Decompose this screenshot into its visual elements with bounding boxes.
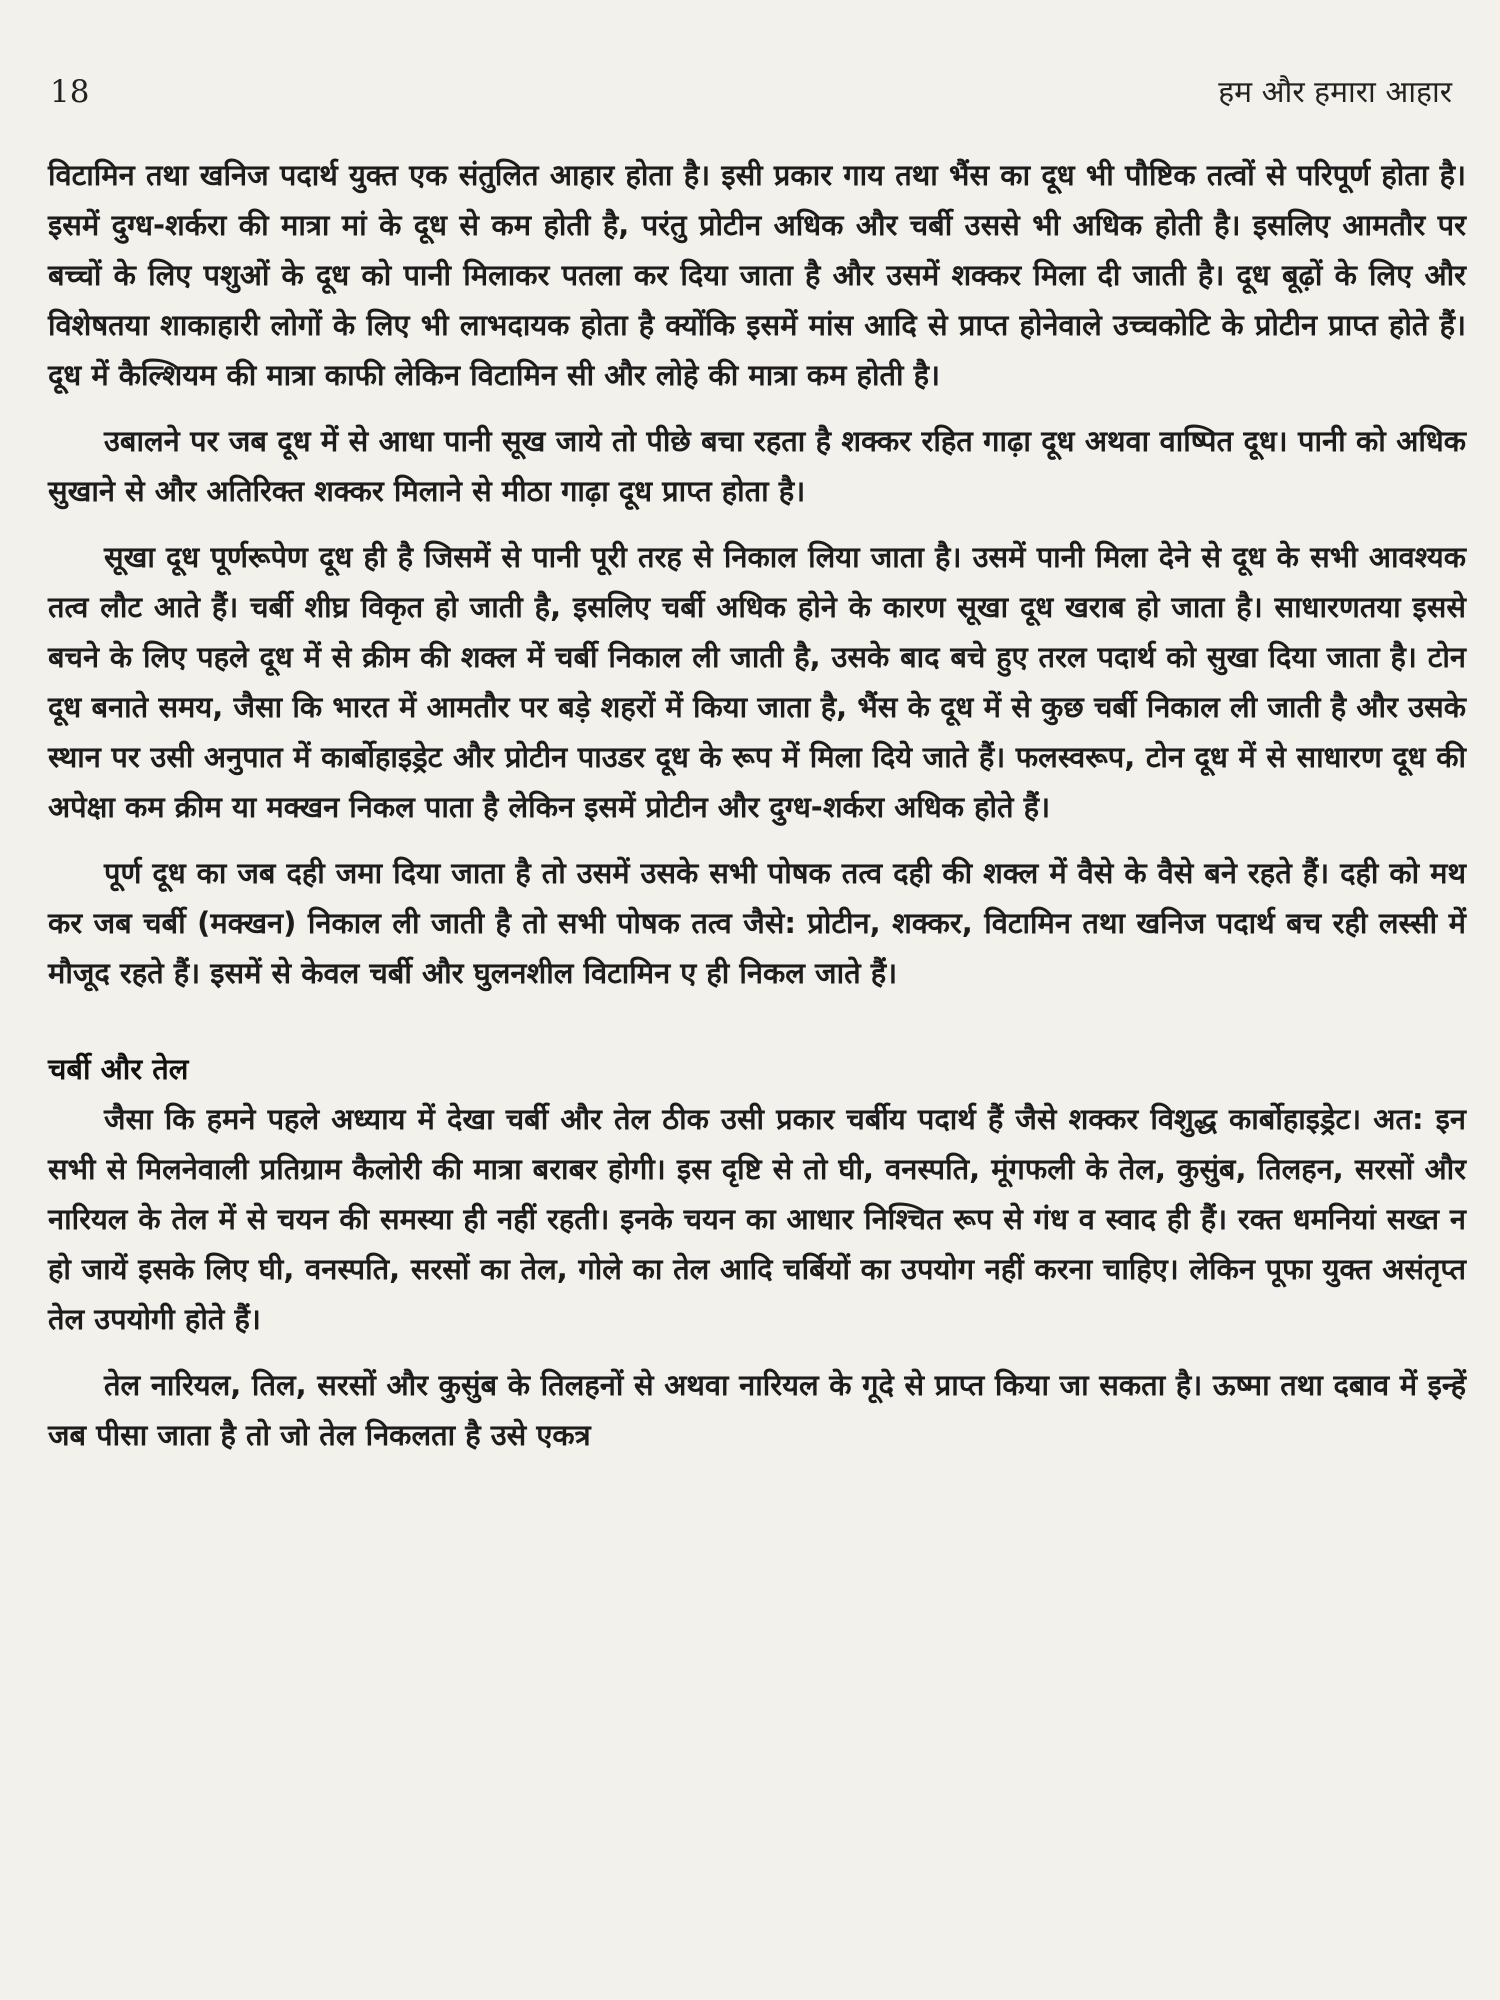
paragraph-milk-nutrition: विटामिन तथा खनिज पदार्थ युक्त एक संतुलित आहार होता है। इसी प्रकार गाय तथा भैंस का दूध भी पौष्टिक तत्वों से परिपूर्ण होता है। इसमें दुग्ध-शर्करा की मात्रा मां के दूध से कम होती है, परंतु प्रोटीन अधिक और चर्बी उससे भी अधिक होती है। इसलिए आमतौर पर बच्चों के लिए पशुओं के दूध को पानी मिलाकर पतला कर दिया जाता है और उसमें शक्कर मिला दी जाती है। दूध बूढ़ों के लिए और विशेषतया शाकाहारी लोगों के लिए भी लाभदायक होता है क्योंकि इसमें मांस आदि से प्राप्त होनेवाले उच्चकोटि के प्रोटीन प्राप्त होते हैं। दूध में कैल्शियम की मात्रा काफी लेकिन विटामिन सी और लोहे की मात्रा कम होती है।: [48, 158, 1466, 392]
paragraph-fats-oils: जैसा कि हमने पहले अध्याय में देखा चर्बी और तेल ठीक उसी प्रकार चर्बीय पदार्थ हैं जैसे शक्कर विशुद्ध कार्बोहाइड्रेट। अत: इन सभी से मिलनेवाली प्रतिग्राम कैलोरी की मात्रा बराबर होगी। इस दृष्टि से तो घी, वनस्पति, मूंगफली के तेल, कुसुंब, तिलहन, सरसों और नारियल के तेल में से चयन की समस्या ही नहीं रहती। इनके चयन का आधार निश्चित रूप से गंध व स्वाद ही हैं। रक्त धमनियां सख्त न हो जायें इसके लिए घी, वनस्पति, सरसों का तेल, गोले का तेल आदि चर्बियों का उपयोग नहीं करना चाहिए। लेकिन पूफा युक्त असंतृप्त तेल उपयोगी होते हैं।: [48, 1102, 1466, 1336]
body-text: [48, 150, 1466, 1460]
paragraph-oil-extraction: तेल नारियल, तिल, सरसों और कुसुंब के तिलहनों से अथवा नारियल के गूदे से प्राप्त किया जा सकता है। ऊष्मा तथा दबाव में इन्हें जब पीसा जाता है तो जो तेल निकलता है उसे एकत्र: [48, 1368, 1466, 1452]
running-title: हम और हमारा आहार: [1218, 75, 1452, 110]
page-number: 18: [50, 74, 90, 110]
paragraph-curd: पूर्ण दूध का जब दही जमा दिया जाता है तो उसमें उसके सभी पोषक तत्व दही की शक्ल में वैसे के वैसे बने रहते हैं। दही को मथ कर जब चर्बी (मक्खन) निकाल ली जाती है तो सभी पोषक तत्व जैसे: प्रोटीन, शक्कर, विटामिन तथा खनिज पदार्थ बच रही लस्सी में मौजूद रहते हैं। इसमें से केवल चर्बी और घुलनशील विटामिन ए ही निकल जाते हैं।: [48, 856, 1466, 990]
section-heading-fats-oils: चर्बी और तेल: [48, 1052, 189, 1086]
paragraph-condensed-milk: उबालने पर जब दूध में से आधा पानी सूख जाये तो पीछे बचा रहता है शक्कर रहित गाढ़ा दूध अथवा वाष्पित दूध। पानी को अधिक सुखाने से और अतिरिक्त शक्कर मिलाने से मीठा गाढ़ा दूध प्राप्त होता है।: [48, 424, 1466, 508]
page-header: [48, 60, 1466, 130]
paragraph-dry-milk: सूखा दूध पूर्णरूपेण दूध ही है जिसमें से पानी पूरी तरह से निकाल लिया जाता है। उसमें पानी मिला देने से दूध के सभी आवश्यक तत्व लौट आते हैं। चर्बी शीघ्र विकृत हो जाती है, इसलिए चर्बी अधिक होने के कारण सूखा दूध खराब हो जाता है। साधारणतया इससे बचने के लिए पहले दूध में से क्रीम की शक्ल में चर्बी निकाल ली जाती है, उसके बाद बचे हुए तरल पदार्थ को सुखा दिया जाता है। टोन दूध बनाते समय, जैसा कि भारत में आमतौर पर बड़े शहरों में किया जाता है, भैंस के दूध में से कुछ चर्बी निकाल ली जाती है और उसके स्थान पर उसी अनुपात में कार्बोहाइड्रेट और प्रोटीन पाउडर दूध के रूप में मिला दिये जाते हैं। फलस्वरूप, टोन दूध में से साधारण दूध की अपेक्षा कम क्रीम या मक्खन निकल पाता है लेकिन इसमें प्रोटीन और दुग्ध-शर्करा अधिक होते हैं।: [48, 540, 1466, 824]
